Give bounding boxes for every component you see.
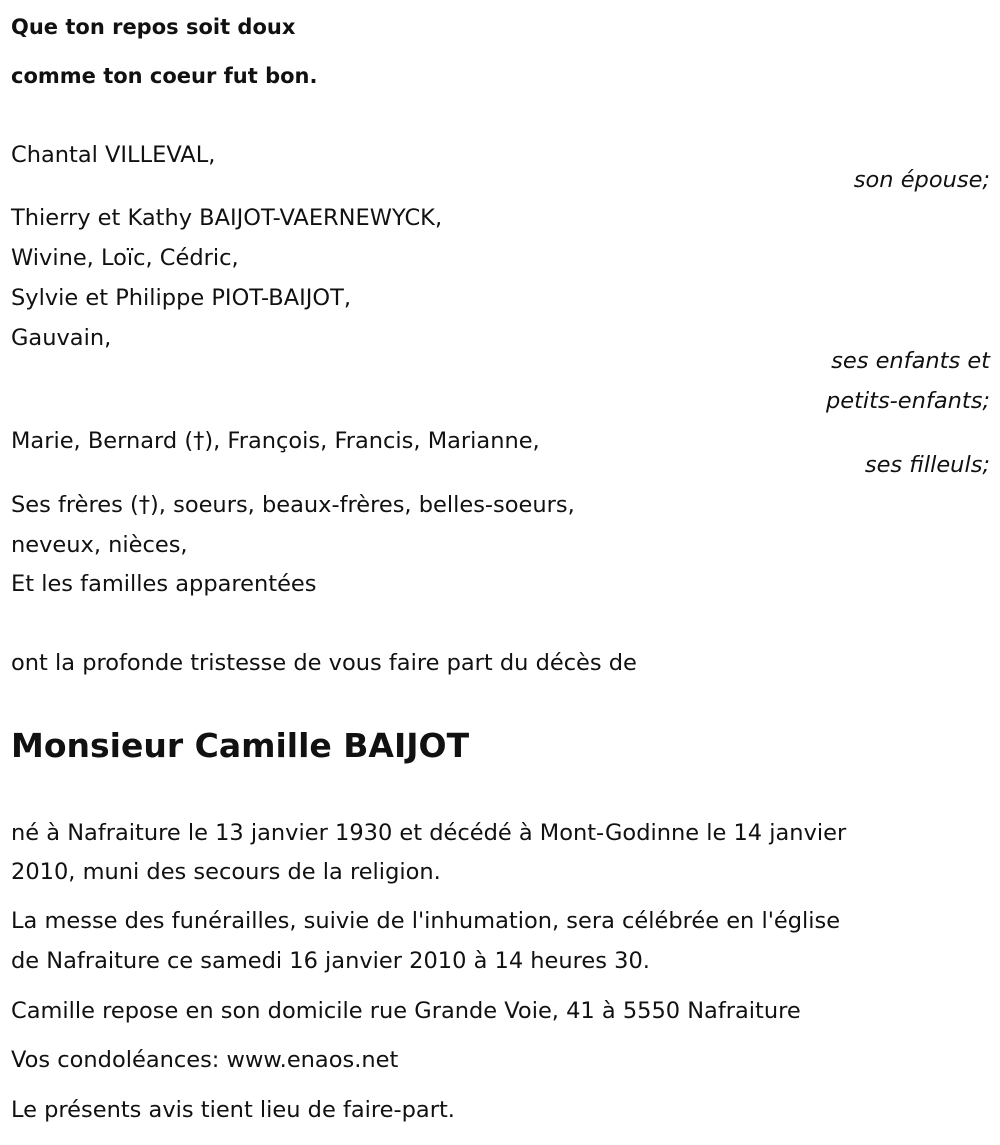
epigraph-line: Que ton repos soit doux: [11, 15, 296, 39]
relation-label: son épouse;: [853, 167, 990, 193]
condolences-line: Vos condoléances: www.enaos.net: [11, 1047, 399, 1073]
family-line: Sylvie et Philippe PIOT-BAIJOT,: [11, 285, 351, 311]
relation-label: ses filleuls;: [864, 452, 990, 478]
detail-line: Camille repose en son domicile rue Grande Voie, 41 à 5550 Nafraiture: [11, 998, 801, 1024]
detail-line: La messe des funérailles, suivie de l'inhumation, sera célébrée en l'église: [11, 908, 841, 934]
detail-line: de Nafraiture ce samedi 16 janvier 2010 à 14 heures 30.: [11, 948, 650, 974]
detail-line: 2010, muni des secours de la religion.: [11, 859, 441, 885]
family-line: Ses frères (†), soeurs, beaux-frères, belles-soeurs,: [11, 492, 575, 518]
detail-line: Le présents avis tient lieu de faire-part.: [11, 1097, 455, 1123]
announcement: ont la profonde tristesse de vous faire part du décès de: [11, 650, 637, 676]
relation-label: petits-enfants;: [825, 388, 990, 414]
relation-label: ses enfants et: [831, 348, 990, 374]
family-line: Chantal VILLEVAL,: [11, 142, 216, 168]
family-line: Gauvain,: [11, 325, 112, 351]
detail-line: né à Nafraiture le 13 janvier 1930 et décédé à Mont-Godinne le 14 janvier: [11, 820, 847, 846]
family-line: Marie, Bernard (†), François, Francis, Marianne,: [11, 428, 540, 454]
family-line: neveux, nièces,: [11, 532, 188, 558]
deceased-name: Monsieur Camille BAIJOT: [11, 726, 470, 765]
epigraph-line: comme ton coeur fut bon.: [11, 64, 318, 88]
family-line: Et les familles apparentées: [11, 571, 317, 597]
family-line: Thierry et Kathy BAIJOT-VAERNEWYCK,: [11, 205, 443, 231]
family-line: Wivine, Loïc, Cédric,: [11, 245, 239, 271]
